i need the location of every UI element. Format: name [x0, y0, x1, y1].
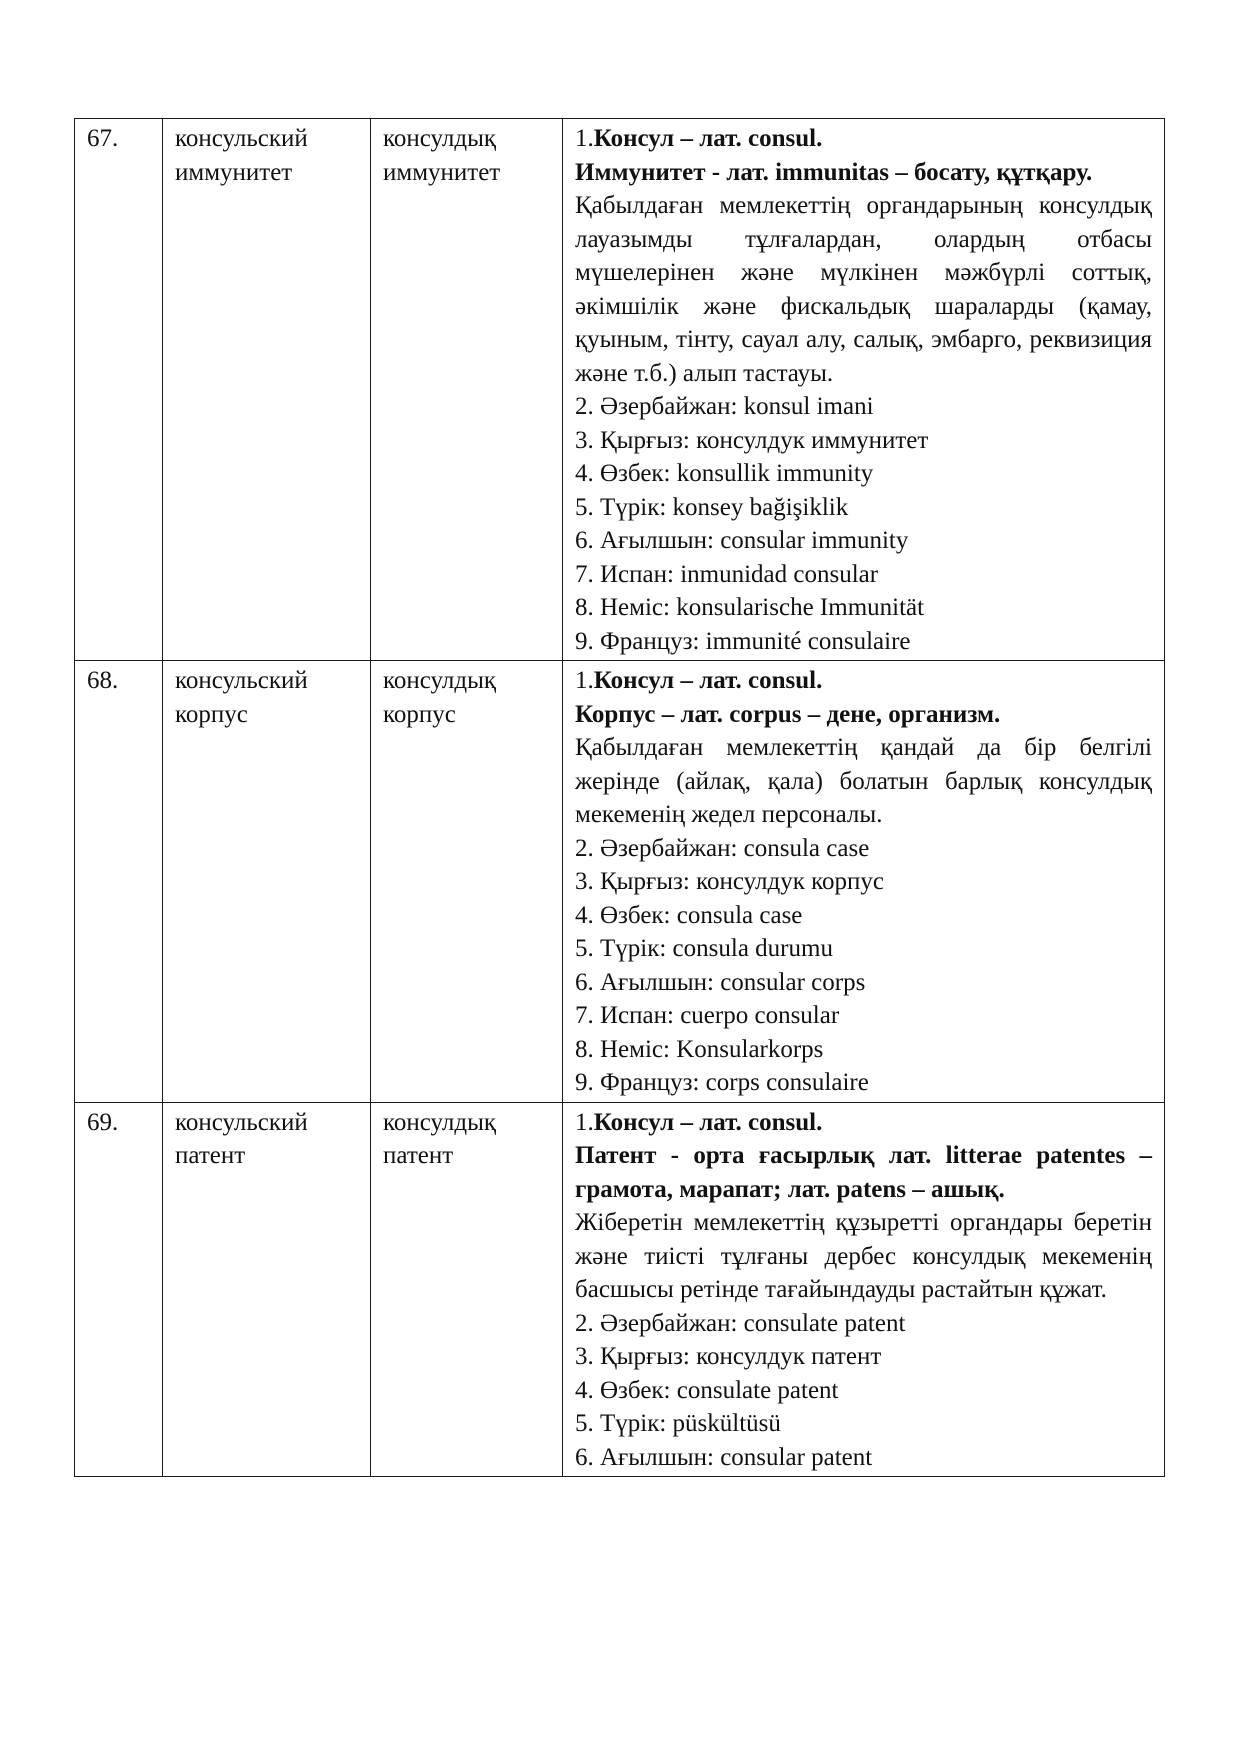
translation-item: 3. Қырғыз: консулдук корпус — [575, 868, 884, 895]
translation-item: 6. Ағылшын: consular patent — [575, 1443, 873, 1471]
translation-item: 4. Өзбек: konsullik immunity — [575, 460, 874, 487]
kazakh-term: консулдық патент — [371, 1102, 563, 1477]
kazakh-term: консулдық корпус — [371, 661, 563, 1103]
definition-text: Қабылдаған мемлекеттің органдарының консулдық лауазымды тұлғалардан, олардың отбасы мүшелерінен және мүлкінен мәжбүрлі соттық, әкімшілік және фискальдық шараларды (қамау, қуыным, тінту, сауал алу, салық, эмбарго, реквизиция және т.б.) алып тастауы. — [575, 192, 1152, 387]
etymology-second: Патент - орта ғасырлық лат. litterae patentes – грамота, марапат; лат. patens – ашық. — [575, 1142, 1152, 1203]
russian-term: консульский патент — [163, 1102, 371, 1477]
russian-term: консульский иммунитет — [163, 119, 371, 661]
translation-item: 9. Француз: corps consulaire — [575, 1069, 869, 1096]
term-description — [563, 661, 1165, 1103]
terms-table — [74, 118, 1165, 1477]
term-row — [75, 1102, 1165, 1477]
translation-item: 5. Түрік: konsey bağişiklik — [575, 493, 849, 521]
row-number: 67. — [75, 119, 163, 661]
etymology-consul: 1.Консул – лат. consul. — [575, 667, 823, 694]
term-row — [75, 119, 1165, 661]
translation-item: 3. Қырғыз: консулдук патент — [575, 1343, 882, 1370]
row-number: 69. — [75, 1102, 163, 1477]
translation-item: 8. Неміс: Konsularkorps — [575, 1035, 824, 1063]
translation-item: 4. Өзбек: consulate patent — [575, 1376, 839, 1404]
translation-item: 3. Қырғыз: консулдук иммунитет — [575, 426, 929, 454]
etymology-consul: 1.Консул – лат. consul. — [575, 125, 823, 152]
term-row — [75, 661, 1165, 1103]
definition-text: Қабылдаған мемлекеттің қандай да бір белгілі жерінде (айлақ, қала) болатын барлық консулдық мекеменің жедел персоналы. — [575, 734, 1152, 828]
translation-item: 8. Неміс: konsularische Immunität — [575, 594, 925, 621]
row-number: 68. — [75, 661, 163, 1103]
translation-item: 2. Әзербайжан: konsul imani — [575, 393, 874, 420]
translation-item: 2. Әзербайжан: consulate patent — [575, 1309, 906, 1337]
translation-item: 7. Испан: cuerpo consular — [575, 1002, 840, 1029]
kazakh-term: консулдық иммунитет — [371, 119, 563, 661]
translation-item: 5. Түрік: consula durumu — [575, 935, 833, 962]
translation-item: 4. Өзбек: consula case — [575, 901, 803, 929]
translation-item: 5. Түрік: püskültüsü — [575, 1410, 781, 1437]
etymology-second: Иммунитет - лат. immunitas – босату, құтқару. — [575, 158, 1093, 186]
document-page — [74, 118, 1164, 1477]
russian-term: консульский корпус — [163, 661, 371, 1103]
translation-item: 7. Испан: inmunidad consular — [575, 560, 879, 588]
translation-item: 9. Француз: immunité consulaire — [575, 627, 911, 655]
term-description — [563, 1102, 1165, 1477]
etymology-second: Корпус – лат. corpus – дене, организм. — [575, 700, 1001, 728]
term-description — [563, 119, 1165, 661]
translation-item: 6. Ағылшын: consular immunity — [575, 527, 909, 554]
translation-item: 2. Әзербайжан: consula case — [575, 834, 870, 862]
etymology-consul: 1.Консул – лат. consul. — [575, 1108, 823, 1136]
translation-item: 6. Ағылшын: consular corps — [575, 968, 866, 996]
definition-text: Жіберетін мемлекеттің құзыретті органдары беретін және тиісті тұлғаны дербес консулдық мекеменің басшысы ретінде тағайындауды растайтын құжат. — [575, 1209, 1152, 1303]
